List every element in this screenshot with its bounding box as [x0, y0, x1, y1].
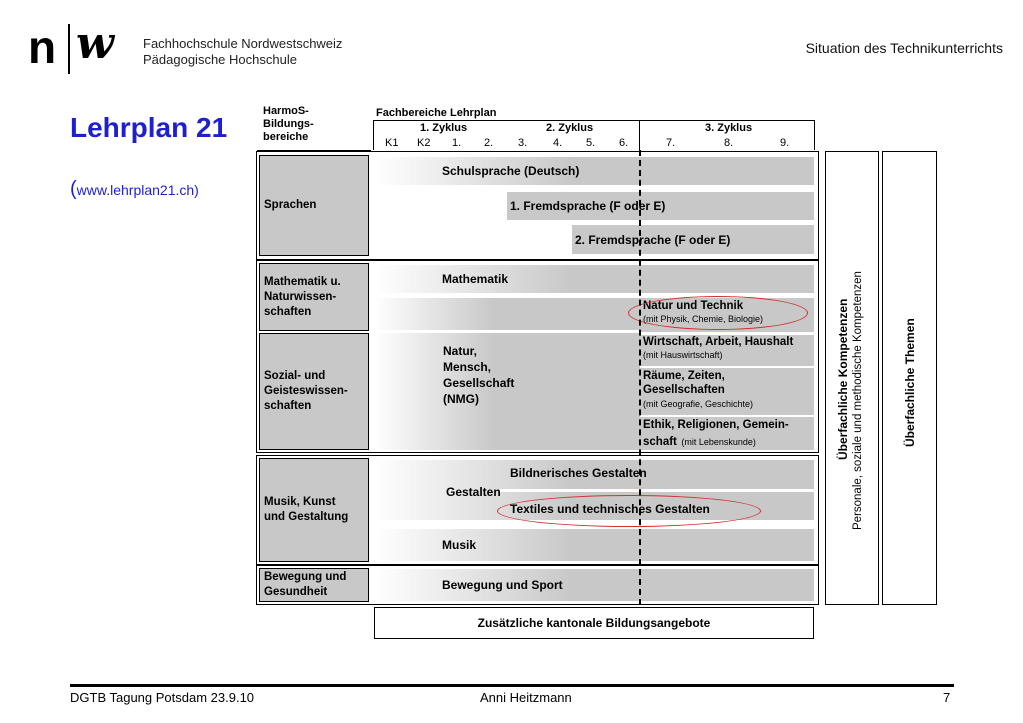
schulsprache-label: Schulsprache (Deutsch): [442, 164, 580, 178]
erg-sub: (mit Lebenskunde): [681, 437, 756, 447]
nmg-label: [443, 343, 514, 407]
rzg-sub: (mit Geografie, Geschichte): [643, 399, 754, 409]
cat-musik-line-1: Musik, Kunst: [264, 496, 336, 508]
kompetenzen-sub-label: Personale, soziale und methodische Kompetenzen: [852, 271, 864, 530]
highlight-natur-technik: [628, 296, 808, 330]
zyklus-separator: [639, 120, 640, 150]
wah-sub: (mit Hauswirtschaft): [643, 350, 723, 360]
box-wah: [640, 335, 814, 366]
nmg-divider-1: [374, 330, 640, 333]
textiles-label: Textiles und technisches Gestalten: [510, 502, 710, 516]
bar-bewegung-sport: [374, 569, 814, 601]
cat-sprachen-label: Sprachen: [264, 199, 317, 211]
institution-name: [143, 36, 342, 68]
gestalten-divider: [500, 489, 814, 492]
cat-mathe-line-2: Naturwissen-: [264, 290, 337, 303]
harmos-header: [263, 105, 314, 144]
rzg-line-1: Räume, Zeiten,: [643, 370, 725, 382]
col-7: 7.: [666, 137, 676, 149]
logo-w: w: [76, 18, 114, 69]
bar-fremdsprache-1: [507, 192, 814, 220]
cat-sozial-line-1: Sozial- und: [264, 370, 326, 382]
col-3: 3.: [518, 137, 528, 149]
natur-technik-label: Natur und Technik: [643, 300, 744, 312]
cat-mathe-line-1: Mathematik u.: [264, 275, 341, 288]
col-k2: K2: [417, 137, 431, 149]
box-zusaetzlich: [374, 607, 814, 639]
institution-line-1: Fachhochschule Nordwestschweiz: [143, 36, 343, 51]
col-k1: K1: [385, 137, 399, 149]
cat-bewegung-line-2: Gesundheit: [264, 586, 328, 598]
nmg-line-1: Natur,: [443, 344, 478, 358]
link-text[interactable]: www.lehrplan21.ch): [76, 182, 199, 198]
nmg-line-3: Gesellschaft: [443, 376, 515, 390]
col-8: 8.: [724, 137, 734, 149]
page-number: 7: [943, 690, 951, 705]
slide-title: Lehrplan 21: [70, 112, 228, 143]
fremdsprache-1-label: 1. Fremdsprache (F oder E): [510, 199, 666, 213]
cat-musik-line-2: und Gestaltung: [264, 511, 349, 523]
institution-line-2: Pädagogische Hochschule: [143, 52, 297, 67]
zusaetzlich-label: Zusätzliche kantonale Bildungsangebote: [477, 616, 711, 630]
lehrplan-link[interactable]: [70, 178, 199, 201]
rzg-line-2: Gesellschaften: [643, 384, 725, 396]
zyklus-2: 2. Zyklus: [546, 122, 594, 134]
col-4: 4.: [553, 137, 563, 149]
col-5: 5.: [586, 137, 596, 149]
cat-bewegung-line-1: Bewegung und: [264, 571, 347, 583]
logo-divider: [68, 24, 70, 74]
erg-line-1: Ethik, Religionen, Gemein-: [643, 419, 789, 431]
cat-mathe-line-3: schaften: [264, 305, 312, 318]
harmos-line-2: Bildungs-: [263, 118, 314, 130]
bar-musik: [374, 529, 814, 561]
musik-label: Musik: [442, 538, 477, 552]
box-rzg: [640, 368, 814, 415]
bar-fremdsprache-2: [572, 225, 814, 254]
footer-rule: [70, 684, 954, 687]
gestalten-label: Gestalten: [446, 485, 501, 499]
col-2: 2.: [484, 137, 494, 149]
zyklus-1: 1. Zyklus: [420, 122, 468, 134]
fachbereiche-header: Fachbereiche Lehrplan: [376, 107, 497, 119]
ueberfachliche-kompetenzen-label: Überfachliche Kompetenzen: [836, 298, 850, 460]
box-erg: [640, 417, 814, 450]
section-title: Situation des Technikunterrichts: [805, 40, 1003, 56]
natur-technik-sub: (mit Physik, Chemie, Biologie): [643, 314, 764, 324]
bewegung-sport-label: Bewegung und Sport: [442, 578, 563, 592]
zyklus-3: 3. Zyklus: [705, 122, 753, 134]
footer-left: DGTB Tagung Potsdam 23.9.10: [70, 690, 255, 705]
highlight-textiles: [497, 495, 761, 527]
fremdsprache-2-label: 2. Fremdsprache (F oder E): [575, 232, 731, 247]
footer-author: Anni Heitzmann: [480, 690, 572, 705]
nmg-line-2: Mensch,: [443, 360, 492, 374]
col-1: 1.: [452, 137, 462, 149]
bildnerisch-label: Bildnerisches Gestalten: [510, 466, 647, 480]
wah-label: Wirtschaft, Arbeit, Haushalt: [643, 336, 794, 348]
harmos-line-3: bereiche: [263, 131, 309, 143]
cat-sozial-line-3: schaften: [264, 400, 312, 412]
col-9: 9.: [780, 137, 790, 149]
logo-n: n: [28, 21, 57, 73]
col-6: 6.: [619, 137, 629, 149]
bar-schulsprache: [374, 157, 814, 185]
mathematik-label: Mathematik: [442, 272, 509, 286]
erg-line-2: schaft: [643, 436, 677, 448]
ueberfachliche-themen-label: Überfachliche Themen: [903, 318, 917, 447]
cat-sozial-line-2: Geisteswissen-: [264, 385, 348, 397]
bar-mathematik: [374, 265, 814, 293]
nmg-line-4: (NMG): [443, 392, 479, 406]
zyklus-3-dashed-line: [639, 150, 641, 605]
link-paren: (: [70, 178, 77, 200]
harmos-line-1: HarmoS-: [263, 105, 309, 117]
